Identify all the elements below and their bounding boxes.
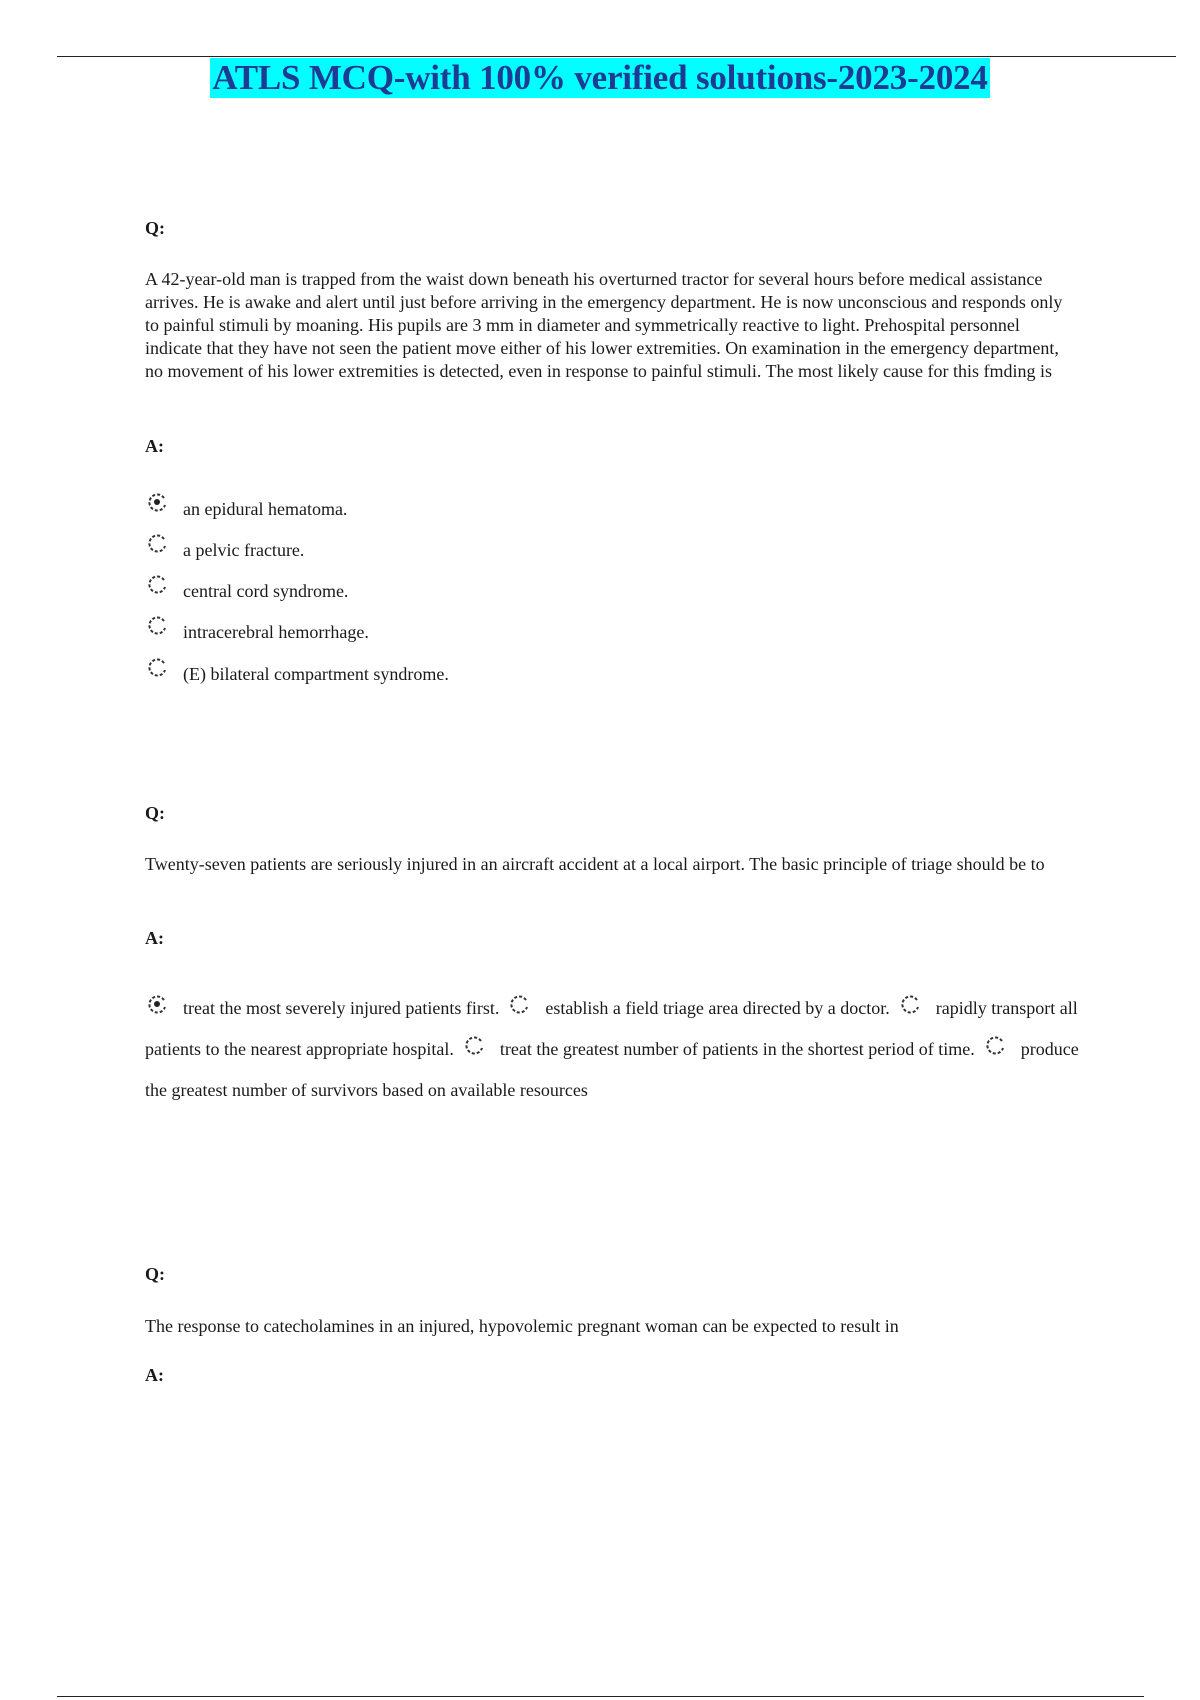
radio-unselected-icon[interactable]: [898, 992, 922, 1016]
radio-selected-icon[interactable]: [145, 992, 169, 1016]
question-2-option-5[interactable]: produce the greatest number of survivors based on available resources: [145, 1039, 1079, 1100]
question-1-option-3[interactable]: [145, 572, 348, 602]
answer-2-label: A:: [145, 928, 164, 948]
question-1-option-1[interactable]: [145, 490, 347, 520]
question-2-option-4[interactable]: treat the greatest number of patients in the shortest period of time.: [499, 1039, 975, 1059]
question-3-label: Q:: [145, 1264, 165, 1284]
radio-selected-icon[interactable]: [145, 490, 169, 514]
option-label: a pelvic fracture.: [183, 540, 305, 560]
question-2-option-2[interactable]: establish a field triage area directed by a doctor.: [545, 998, 890, 1018]
radio-unselected-icon[interactable]: [145, 572, 169, 596]
question-1-option-4[interactable]: [145, 613, 369, 643]
question-1-option-5[interactable]: [145, 655, 449, 685]
document-title: ATLS MCQ-with 100% verified solutions-2023-2024: [212, 58, 988, 97]
option-label: central cord syndrome.: [183, 581, 349, 601]
option-label: an epidural hematoma.: [183, 499, 348, 519]
footer-rule: [57, 1696, 1144, 1697]
question-1-text: A 42-year-old man is trapped from the waist down beneath his overturned tractor for several hours before medical assistance arrives. He is awake and alert until just before arriving in the emergency department. He is now unconscious and responds only to painful stimuli by moaning. His pupils are 3 mm in diameter and symmetrically reactive to light. Prehospital personnel indicate that they have not seen the patient move either of his lower extremities. On examination in the emergency department, no movement of his lower extremities is detected, even in response to painful stimuli. The most likely cause for this fmding is: [145, 269, 1063, 381]
question-2-option-3[interactable]: rapidly transport all patients to the nearest appropriate hospital.: [145, 998, 1078, 1059]
option-label: (E) bilateral compartment syndrome.: [183, 664, 449, 684]
answer-3-label: A:: [145, 1365, 164, 1385]
radio-unselected-icon[interactable]: [507, 992, 531, 1016]
question-2-label: Q:: [145, 803, 165, 823]
question-2-option-1[interactable]: treat the most severely injured patients first.: [183, 998, 500, 1018]
radio-unselected-icon[interactable]: [462, 1033, 486, 1057]
question-3-text: The response to catecholamines in an injured, hypovolemic pregnant woman can be expected to result in: [145, 1316, 899, 1336]
radio-unselected-icon[interactable]: [983, 1033, 1007, 1057]
title-block: [0, 58, 1200, 98]
question-1-option-2[interactable]: [145, 531, 304, 561]
option-label: intracerebral hemorrhage.: [183, 622, 369, 642]
question-1-label: Q:: [145, 218, 165, 238]
answer-1-label: A:: [145, 436, 164, 456]
question-2-options: [145, 988, 1085, 1111]
radio-unselected-icon[interactable]: [145, 655, 169, 679]
radio-unselected-icon[interactable]: [145, 613, 169, 637]
radio-unselected-icon[interactable]: [145, 531, 169, 555]
question-2-text: Twenty-seven patients are seriously injured in an aircraft accident at a local airport. The basic principle of triage should be to: [145, 854, 1045, 874]
header-rule: [57, 56, 1176, 57]
